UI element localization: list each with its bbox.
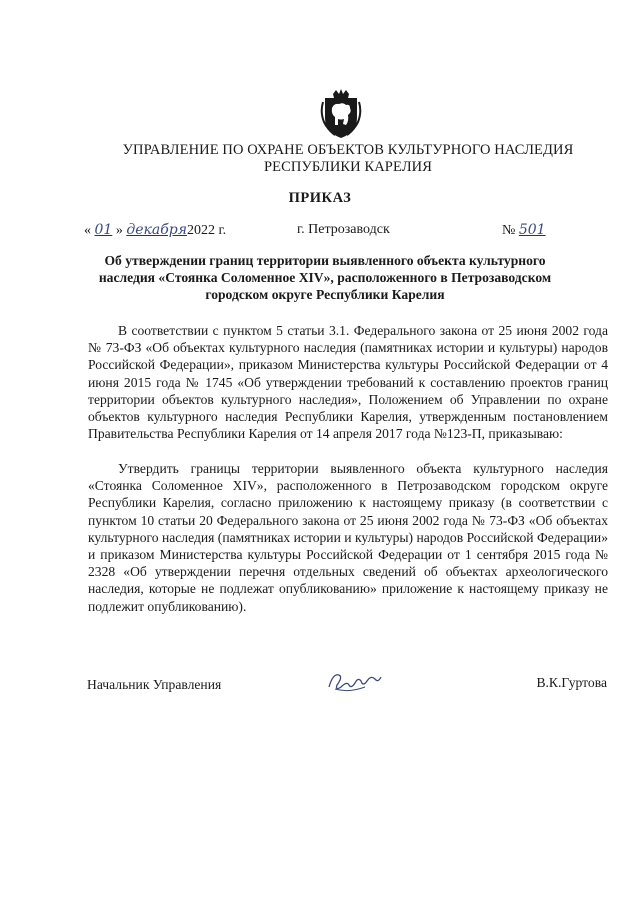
date-close-quote: » [115, 223, 123, 238]
organization-name-line2: РЕСПУБЛИКИ КАРЕЛИЯ [263, 159, 433, 175]
body-paragraph-2: Утвердить границы территории выявленного объекта культурного наследия «Стоянка Соломенное XIV», расположенного в Петрозаводском городском округе Республики Карелия, согласно приложению к настоящему приказу (в соответствии с пунктом 10 статьи 20 Федерального закона от 25 июня 2002 года № 73-ФЗ «Об объектах культурного наследия (памятниках истории и культуры) народов Российской Федерации» и приказом Министерства культуры Российской Федерации от 1 сентября 2015 года № 2328 «Об утверждении перечня отдельных сведений об объектах археологического наследия, которые не подлежат опубликованию» приложение к настоящему приказу не подлежит опубликованию). [88, 461, 608, 614]
order-date [84, 222, 226, 239]
order-number [502, 222, 546, 239]
body-paragraph-1: В соответствии с пунктом 5 статьи 3.1. Федерального закона от 25 июня 2002 года № 73-ФЗ «Об объектах культурного наследия (памятниках истории и культуры) народов Российской Федерации», приказом Министерства культуры Российской Федерации от 4 июня 2015 года № 1745 «Об утверждении требований к составлению проектов границ территории объектов культурного наследия», Положением об Управлении по охране объектов культурного наследия Республики Карелия, утвержденным постановлением Правительства Республики Карелия от 14 апреля 2017 года №123-П, приказываю: [88, 323, 608, 442]
date-day: 01 [94, 222, 113, 238]
organization-name-line1: УПРАВЛЕНИЕ ПО ОХРАНЕ ОБЪЕКТОВ КУЛЬТУРНОГО НАСЛЕДИЯ [122, 142, 574, 158]
republic-of-karelia-coat-of-arms-icon [319, 88, 363, 140]
date-open-quote: « [84, 223, 91, 238]
signatory-name: В.К.Гуртова [536, 675, 607, 690]
order-number-prefix: № [502, 223, 516, 238]
order-title: ПРИКАЗ [288, 190, 352, 206]
city: г. Петрозаводск [297, 222, 390, 237]
order-subject: Об утверждении границ территории выявленного объекта культурного наследия «Стоянка Соломенное XIV», расположенного в Петрозаводском городском округе Республики Карелия [98, 253, 552, 302]
date-month: декабря [126, 222, 187, 238]
date-year: 2022 г. [186, 223, 227, 238]
order-number-value: 501 [518, 222, 546, 238]
signature-block [87, 675, 607, 699]
signatory-position: Начальник Управления [87, 677, 222, 692]
date-number-row [84, 222, 584, 242]
handwritten-signature-icon [325, 667, 385, 697]
